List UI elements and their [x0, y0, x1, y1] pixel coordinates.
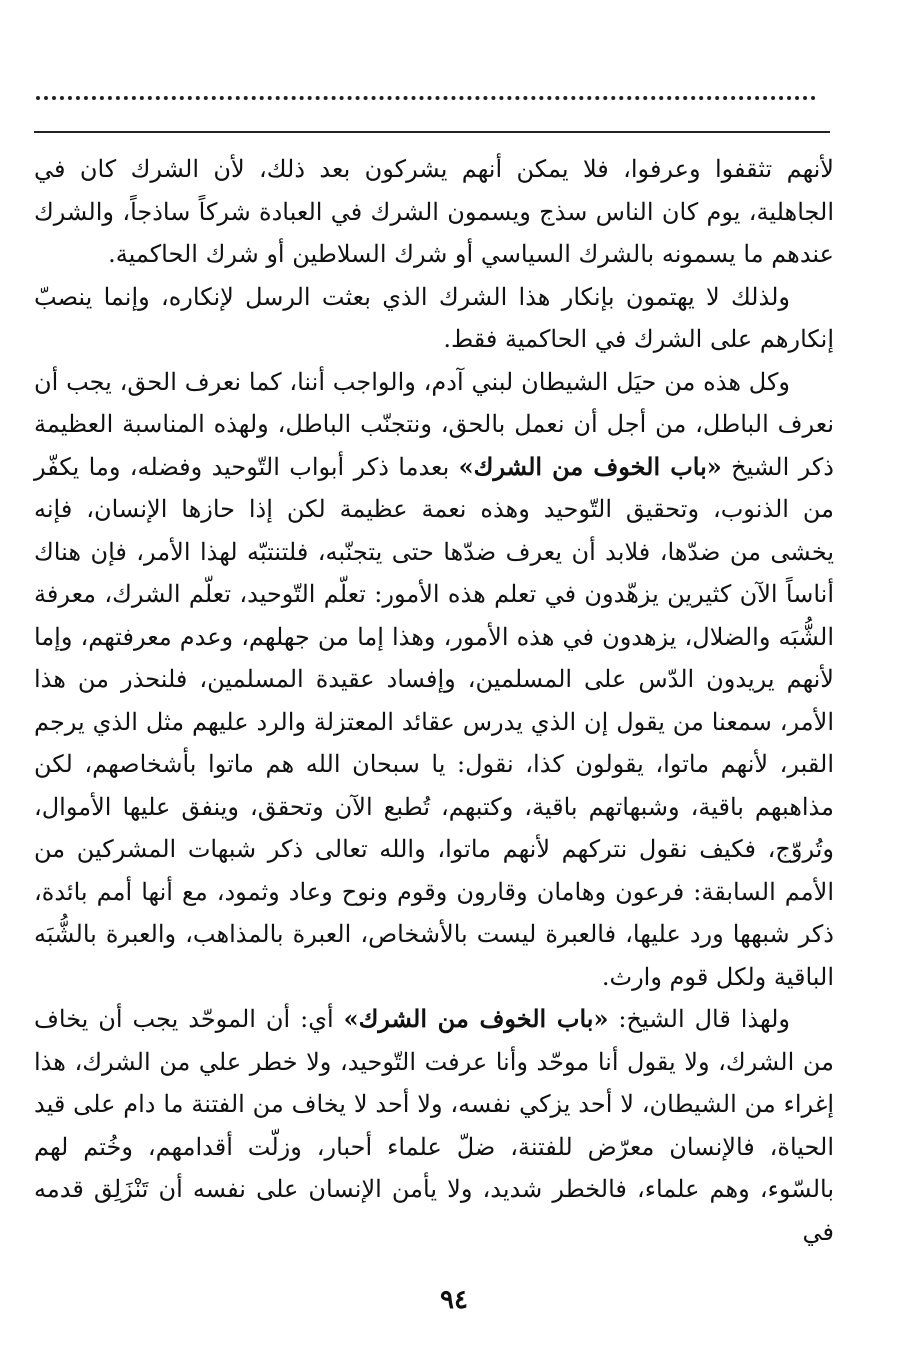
paragraph-text: لأنهم تثقفوا وعرفوا، فلا يمكن أنهم يشركون بعد ذلك، لأن الشرك كان في الجاهلية، يوم كان الناس سذج ويسمون الشرك في العبادة شركاً ساذجاً، والشرك عندهم ما يسمونه بالشرك السياسي أو شرك السلاطين أو شرك الحاكمية. [34, 155, 834, 268]
dotted-separator [36, 96, 816, 100]
paragraph-text: بعدما ذكر أبواب التّوحيد وفضله، وما يكفّر من الذنوب، وتحقيق التّوحيد وهذه نعمة عظيمة لكن إذا حازها الإنسان، فإنه يخشى من ضدّها، فلابد أن يعرف ضدّها حتى يتجنّبه، فلتنتبّه لهذا الأمر، فإن هناك أناساً الآن كثيرين يزهّدون في تعلم هذه الأمور: تعلّم التّوحيد، تعلّم الشرك، معرفة الشُّبَه والضلال، يزهدون في هذه الأمور، وهذا إما من جهلهم، وعدم معرفتهم، وإما لأنهم يريدون الدّس على المسلمين، وإفساد عقيدة المسلمين، فلنحذر من هذا الأمر، سمعنا من يقول إن الذي يدرس عقائد المعتزلة والرد عليهم مثل الذي يرجم القبر، لأنهم ماتوا، يقولون كذا، نقول: يا سبحان الله هم ماتوا بأشخاصهم، لكن مذاهبهم باقية، وشبهاتهم باقية، وكتبهم، تُطبع الآن وتحقق، وينفق عليها الأموال، وتُروّج، فكيف نقول نتركهم لأنهم ماتوا، والله تعالى ذكر شبهات المشركين من الأمم السابقة: فرعون وهامان وقارون وقوم ونوح وعاد وثمود، مع أنها أمم بائدة، ذكر شبهها ورد عليها، فالعبرة ليست بالأشخاص، العبرة بالمذاهب، والعبرة بالشُّبَه الباقية ولكل قوم وارث. [34, 452, 834, 991]
header-rule [34, 131, 830, 133]
page-number: ٩٤ [440, 1285, 468, 1315]
paragraph-2 [34, 276, 834, 361]
chapter-title-reference: «باب الخوف من الشرك» [458, 451, 722, 481]
paragraph-text: ولذلك لا يهتمون بإنكار هذا الشرك الذي بعثت الرسل لإنكاره، وإنما ينصبّ إنكارهم على الشرك في الحاكمية فقط. [34, 282, 834, 353]
paragraph-text: أي: أن الموحّد يجب أن يخاف من الشرك، ولا يقول أنا موحّد وأنا عرفت التّوحيد، ولا خطر علي من الشرك، هذا إغراء من الشيطان، لا أحد يزكي نفسه، ولا أحد لا يخاف من الفتنة ما دام على قيد الحياة، فالإنسان معرّض للفتنة، ضلّ علماء أحبار، وزلّت أقدامهم، وخُتم لهم بالسّوء، وهم علماء، فالخطر شديد، ولا يأمن الإنسان على نفسه أن تَنْزَلِق قدمه في [34, 1005, 834, 1246]
paragraph-text: ولهذا قال الشيخ: [608, 1005, 790, 1033]
chapter-title-reference: «باب الخوف من الشرك» [343, 1004, 609, 1033]
paragraph-3 [34, 361, 834, 999]
paragraph-text: وكل هذه من حيَل الشيطان لبني آدم، والواجب أننا، كما نعرف الحق، يجب أن نعرف الباطل، من أجل أن نعمل بالحق، ونتجنّب الباطل، ولهذه المناسبة العظيمة ذكر الشيخ [34, 367, 834, 481]
body-text [34, 148, 834, 1253]
paragraph-1 [34, 148, 834, 276]
paragraph-4 [34, 998, 834, 1253]
